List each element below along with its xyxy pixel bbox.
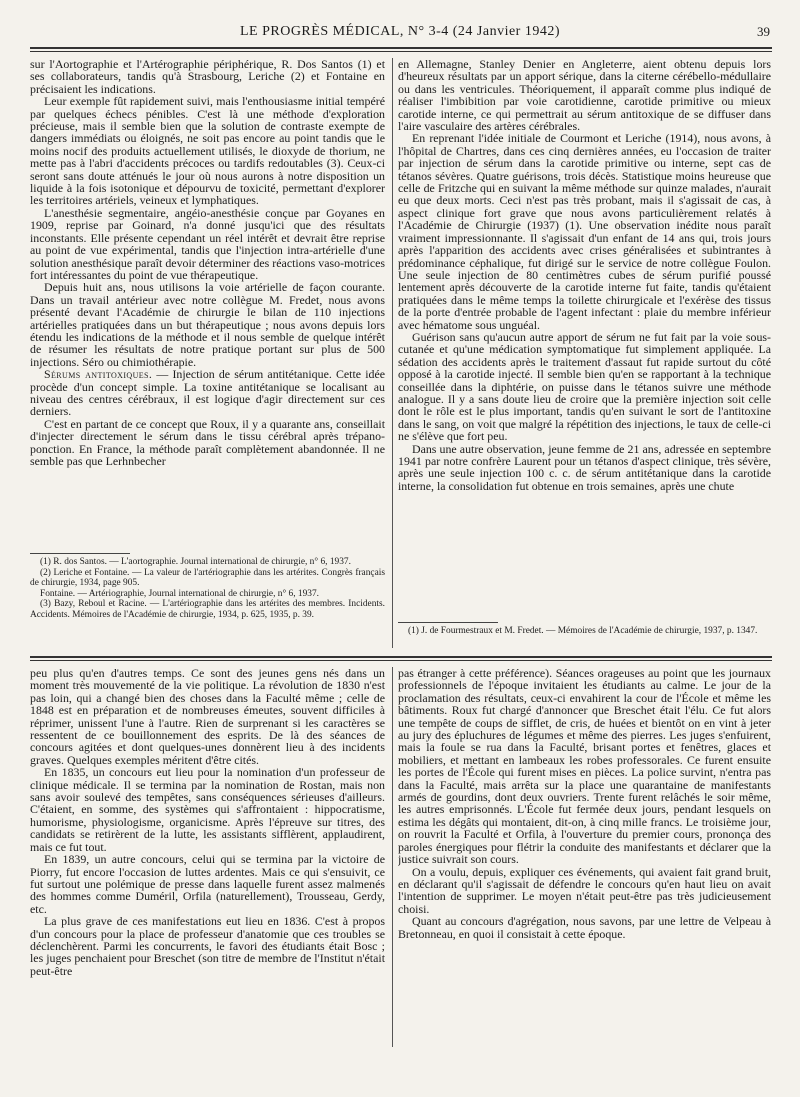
running-header	[30, 24, 770, 46]
header-rule	[30, 47, 772, 49]
paragraph: sur l'Aortographie et l'Artérographie périphérique, R. Dos Santos (1) et ses collaborateurs, tandis qu'à Strasbourg, Leriche (2) et Fontaine en précisaient les indications.	[30, 58, 385, 96]
column-divider	[392, 58, 393, 648]
paragraph: pas étranger à cette préférence). Séances orageuses au point que les journaux professionnels de l'époque invitaient les étudiants au calme. Le jour de la proclamation des résultats, ceux-ci envahirent la cour de l'École et même les bâtiments. Roux fut chargé d'annoncer que Breschet était l'élu. Ce fut alors une tempête de coups de sifflet, de cris, de huées et bientôt on en vint à jeter au jury des épluchures de légumes et même des pierres. Les juges s'enfuirent, mais la foule se rua dans la Faculté, brisant portes et fenêtres, glaces et mobiliers, et mettant en lambeaux les robes professorales. Ce furent ensuite les portes de l'École qui furent mises en pièces. La police survint, n'entra pas dans la Faculté, mais arrêta sur la place une quarantaine de manifestants armés de gourdins, dont deux ouvriers. Trente furent relâchés le soir même, les autres emprisonnés. L'École fut fermée deux jours, pendant lesquels on estima les dégâts qui montaient, dit-on, à cinq mille francs. Le troisième jour, on rouvrit la Faculté et Orfila, à l'ouverture du premier cours, prononça des paroles énergiques pour flétrir la conduite des manifestants et déclarer que la justice suivrait son cours.	[398, 667, 771, 867]
page-number: 39	[757, 24, 770, 39]
paragraph: Depuis huit ans, nous utilisons la voie artérielle de façon courante. Dans un travail antérieur avec notre collègue M. Fredet, nous avons présenté devant l'Académie de chirurgie le bilan de 110 injections artérielles pratiquées dans un but thérapeutique ; nous avons depuis lors étendu les indications de la méthode et il nous semble de quelque intérêt de résumer les résultats de notre pratique portant sur plus de 500 injections. Séro ou chimiothérapie.	[30, 280, 385, 369]
footnote: (3) Bazy, Reboul et Racine. — L'artériographie dans les artérites des membres. Incidents. Accidents. Mémoires de l'Académie de chirurgie, 1934, p. 625, 1935, p. 39.	[30, 599, 385, 620]
header-rule-thin	[30, 51, 772, 52]
section-heading: Sérums antitoxiques.	[44, 367, 153, 382]
footnote: Fontaine. — Artériographie, Journal international de chirurgie, n° 6, 1937.	[40, 588, 320, 599]
journal-title: LE PROGRÈS MÉDICAL, N° 3-4 (24 Janvier 1942)	[239, 24, 561, 39]
section-rule-thin	[30, 660, 772, 661]
section-text: — Injection de sérum antitétanique. Cette idée procède d'un concept simple. La toxine antitétanique se localisant au niveau des centres cérébraux, il est logique d'agir directement sur ces derniers.	[30, 367, 385, 419]
paragraph: En 1839, un autre concours, celui qui se termina par la victoire de Piorry, fut encore l'occasion de luttes ardentes. Mais ce qui s'ensuivit, ce fut surtout une polémique de presse dans laquelle furent assez malmenés des hommes comme Duméril, Orfila (naturellement), Trousseau, Gerdy, etc.	[30, 852, 385, 916]
upper-left-footnotes	[30, 557, 385, 642]
paragraph: Guérison sans qu'aucun autre apport de sérum ne fut fait par la voie sous-cutanée et qu'une médication symptomatique fut simplement appliquée. La sédation des accidents après le traitement d'assaut fut rapide surtout du côté opposé à la carotide injecté. Il semble bien qu'en se rapportant à la technique conseillée dans la diphtérie, on puisse dans le tétanos suivre une méthode analogue. Il y a sans doute lieu de croire que la première injection soit celle dont le rôle est le plus important, tandis qu'en suivant le sort de l'antitoxine dans le sang, on voit que malgré la répétition des injections, le taux de celle-ci ne s'élève que fort peu.	[398, 329, 771, 444]
paragraph: en Allemagne, Stanley Denier en Angleterre, aient obtenu depuis lors d'heureux résultats par un apport sérique, dans la citerne cérébello-médullaire ou dans les ventricules. Théoriquement, il apparaît comme plus indiqué de réaliser l'imbibition par voie carotidienne, carotide primitive ou mieux carotide interne, ce qui permettrait au sérum antitoxique de se diffuser dans l'aire vasculaire des artères cérébrales.	[398, 58, 771, 134]
paragraph	[30, 368, 385, 418]
upper-right-footnotes	[398, 626, 771, 650]
section-rule	[30, 656, 772, 658]
upper-left-column	[30, 58, 385, 548]
lower-left-column	[30, 667, 385, 1077]
lower-right-column	[398, 667, 771, 1077]
paragraph: Leur exemple fût rapidement suivi, mais l'enthousiasme initial tempéré par quelques échecs pénibles. C'est là une méthode d'exploration précieuse, mais il semble bien que la solution de contraste exempte de dangers immédiats ou éloignés, ne soit pas encore au point tandis que le moins nocif des produits actuellement utilisés, le dioxyde de thorium, ne mette pas à l'abri d'accidents précoces ou tardifs redoutables (3). Ceux-ci seront sans doute atténués le jour où nous aurons à notre disposition un liquide à la fois isotonique et dépourvu de toxicité, permettant d'explorer les territoires artériels, veineux et lymphatiques.	[30, 94, 385, 208]
paragraph: L'anesthésie segmentaire, angéio-anesthésie conçue par Goyanes en 1909, reprise par Goinard, n'a donné jusqu'ici que des résultats inconstants. Elle présente cependant un réel intérêt et devrait être reprise au point de vue expérimental, tandis que l'injection intra-artérielle d'une solution anesthésique paraît devoir déterminer des réactions vaso-motrices fort intéressantes du point de vue thérapeutique.	[30, 205, 385, 282]
paragraph: La plus grave de ces manifestations eut lieu en 1836. C'est à propos d'un concours pour la place de professeur d'anatomie que ces troubles se déclenchèrent. Parmi les concurrents, le favori des étudiants était Bosc ; les juges penchaient pour Breschet (son titre de membre de l'Institut n'était peut-être	[30, 914, 385, 978]
footnote: (1) R. dos Santos. — L'aortographie. Journal international de chirurgie, n° 6, 1937.	[40, 557, 351, 567]
paragraph: Dans une autre observation, jeune femme de 21 ans, adressée en septembre 1941 par notre confrère Laurent pour un tétanos d'aspect clinique, très sévère, après une seule injection 100 c. c. de sérum antitétanique dans la carotide interne, la consolidation fut obtenue en trois semaines, après une chute	[398, 441, 771, 493]
footnote-rule	[30, 553, 130, 554]
upper-right-column	[398, 58, 771, 618]
footnote: (2) Leriche et Fontaine. — La valeur de l'artériographie dans les artérites. Congrès français de chirurgie, 1934, page 905.	[30, 567, 385, 589]
footnote: (1) J. de Fourmestraux et M. Fredet. — Mémoires de l'Académie de chirurgie, 1937, p. 1347.	[408, 626, 758, 636]
paragraph: En reprenant l'idée initiale de Courmont et Leriche (1914), nous avons, à l'hôpital de Chartres, dans ces cinq dernières années, eu l'occasion de traiter par injection de sérum dans la carotide primitive ou interne, sept cas de tétanos sévères. Quatre guérisons, trois décès. Statistique moins heureuse que celle de Fritzche qui en suivant la même méthode sur quinze malades, n'aurait eu que deux morts. Ceci n'est pas très probant, mais il s'agissait de cas, à aspect clinique fort grave que nous avons particulièrement relatés à l'Académie de Chirurgie (1937) (1). Une observation inédite nous paraît vraiment impressionnante. Il s'agissait d'un enfant de 14 ans qui, trois jours après l'apparition des accidents avec crises généralisées et subintrantes à prédominance céphalique, fut dirigé sur le service de notre collègue Foulon. Une seule injection de 80 centimètres cubes de sérum purifié poussé lentement après découverte de la carotide interne fut faite, tandis qu'étaient pratiquées dans le même temps la toilette chirurgicale et l'exérèse des tissus de la porte d'entrée probable de l'agent infectant : plaie du membre inférieur avec hématome sous unguéal.	[398, 131, 771, 332]
paragraph: C'est en partant de ce concept que Roux, il y a quarante ans, conseillait d'injecter directement le sérum dans le tissu cérébral après trépano-ponction. En France, la méthode paraît complètement abandonnée. Il ne semble pas que Lerhnbecher	[30, 416, 385, 468]
paragraph: En 1835, un concours eut lieu pour la nomination d'un professeur de clinique médicale. Il se termina par la nomination de Rostan, mais non sans avoir soulevé des tempêtes, sans conséquences sérieuses d'ailleurs. C'étaient, en somme, des systèmes qui s'affrontaient : hippocratisme, humorisme, physiologisme, organicisme. Après l'épreuve sur titres, des candidats se retirèrent de la lutte, les assistants sifflèrent, applaudirent, mais ce fut tout.	[30, 765, 385, 854]
paragraph: On a voulu, depuis, expliquer ces événements, qui avaient fait grand bruit, en déclarant qu'il s'agissait de défendre le concours qu'en haut lieu on avait l'intention de supprimer. Le moyen n'était peut-être pas très judicieusement choisi.	[398, 864, 771, 916]
column-divider	[392, 667, 393, 1047]
paragraph: Quant au concours d'agrégation, nous savons, par une lettre de Velpeau à Bretonneau, en quoi il consistait à cette époque.	[398, 914, 771, 941]
footnote-rule	[398, 622, 498, 623]
paragraph: peu plus qu'en d'autres temps. Ce sont des jeunes gens nés dans un moment très mouvementé de la vie politique. La révolution de 1830 n'est pas loin, qui a changé bien des choses dans la Faculté même ; celle de 1848 est en préparation et de nombreuses émeutes, souvent difficiles à réprimer, unissent l'une à l'autre. Rien de surprenant si les caractères se ressentent de ce bouillonnement des esprits. De là des séances de concours agitées et dont quelques-unes donnèrent lieu à des incidents graves. Quelques exemples méritent d'être cités.	[30, 667, 385, 767]
